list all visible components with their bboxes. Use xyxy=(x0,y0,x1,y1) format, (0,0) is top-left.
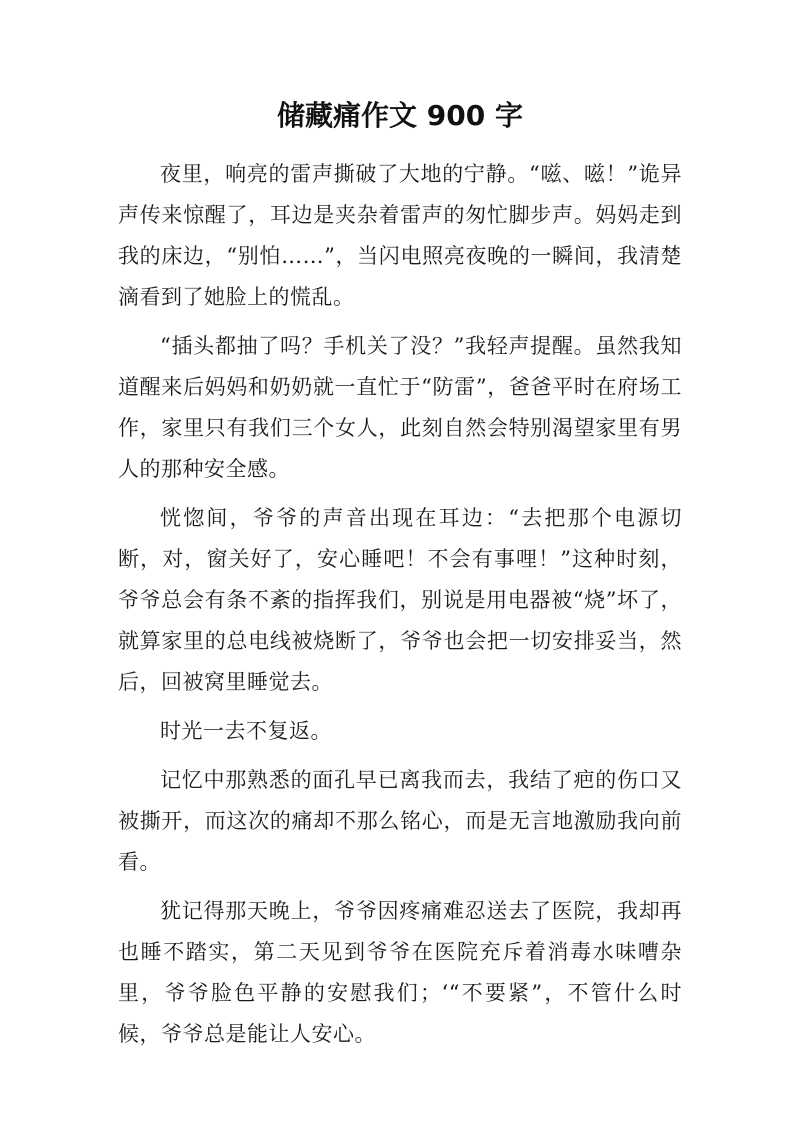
paragraph-5: 记忆中那熟悉的面孔早已离我而去，我结了疤的伤口又被撕开，而这次的痛却不那么铭心，而是无言地激励我向前看。 xyxy=(118,768,682,874)
paragraph-3: 恍惚间，爷爷的声音出现在耳边：“去把那个电源切断，对，窗关好了，安心睡吧！不会有事哩！”这种时刻，爷爷总会有条不紊的指挥我们，别说是用电器被“烧”坏了，就算家里的总电线被烧断了，爷爷也会把一切安排妥当，然后，回被窝里睡觉去。 xyxy=(118,506,682,694)
paragraph-4: 时光一去不复返。 xyxy=(160,719,332,743)
document-title: 储藏痛作文 900 字 xyxy=(277,99,523,132)
paragraph-2: “插头都抽了吗？手机关了没？”我轻声提醒。虽然我知道醒来后妈妈和奶奶就一直忙于“防雷”，爸爸平时在府场工作，家里只有我们三个女人，此刻自然会特别渴望家里有男人的那种安全感。 xyxy=(118,334,682,481)
paragraph-1: 夜里，响亮的雷声撕破了大地的宁静。“嗞、嗞！”诡异声传来惊醒了，耳边是夹杂着雷声的匆忙脚步声。妈妈走到我的床边，“别怕……”，当闪电照亮夜晚的一瞬间，我清楚滴看到了她脸上的慌乱。 xyxy=(118,162,682,309)
document-body xyxy=(118,154,682,1055)
paragraph-6: 犹记得那天晚上，爷爷因疼痛难忍送去了医院，我却再也睡不踏实，第二天见到爷爷在医院充斥着消毒水味嘈杂里，爷爷脸色平静的安慰我们；‘“不要紧”，不管什么时候，爷爷总是能让人安心。 xyxy=(118,899,682,1046)
